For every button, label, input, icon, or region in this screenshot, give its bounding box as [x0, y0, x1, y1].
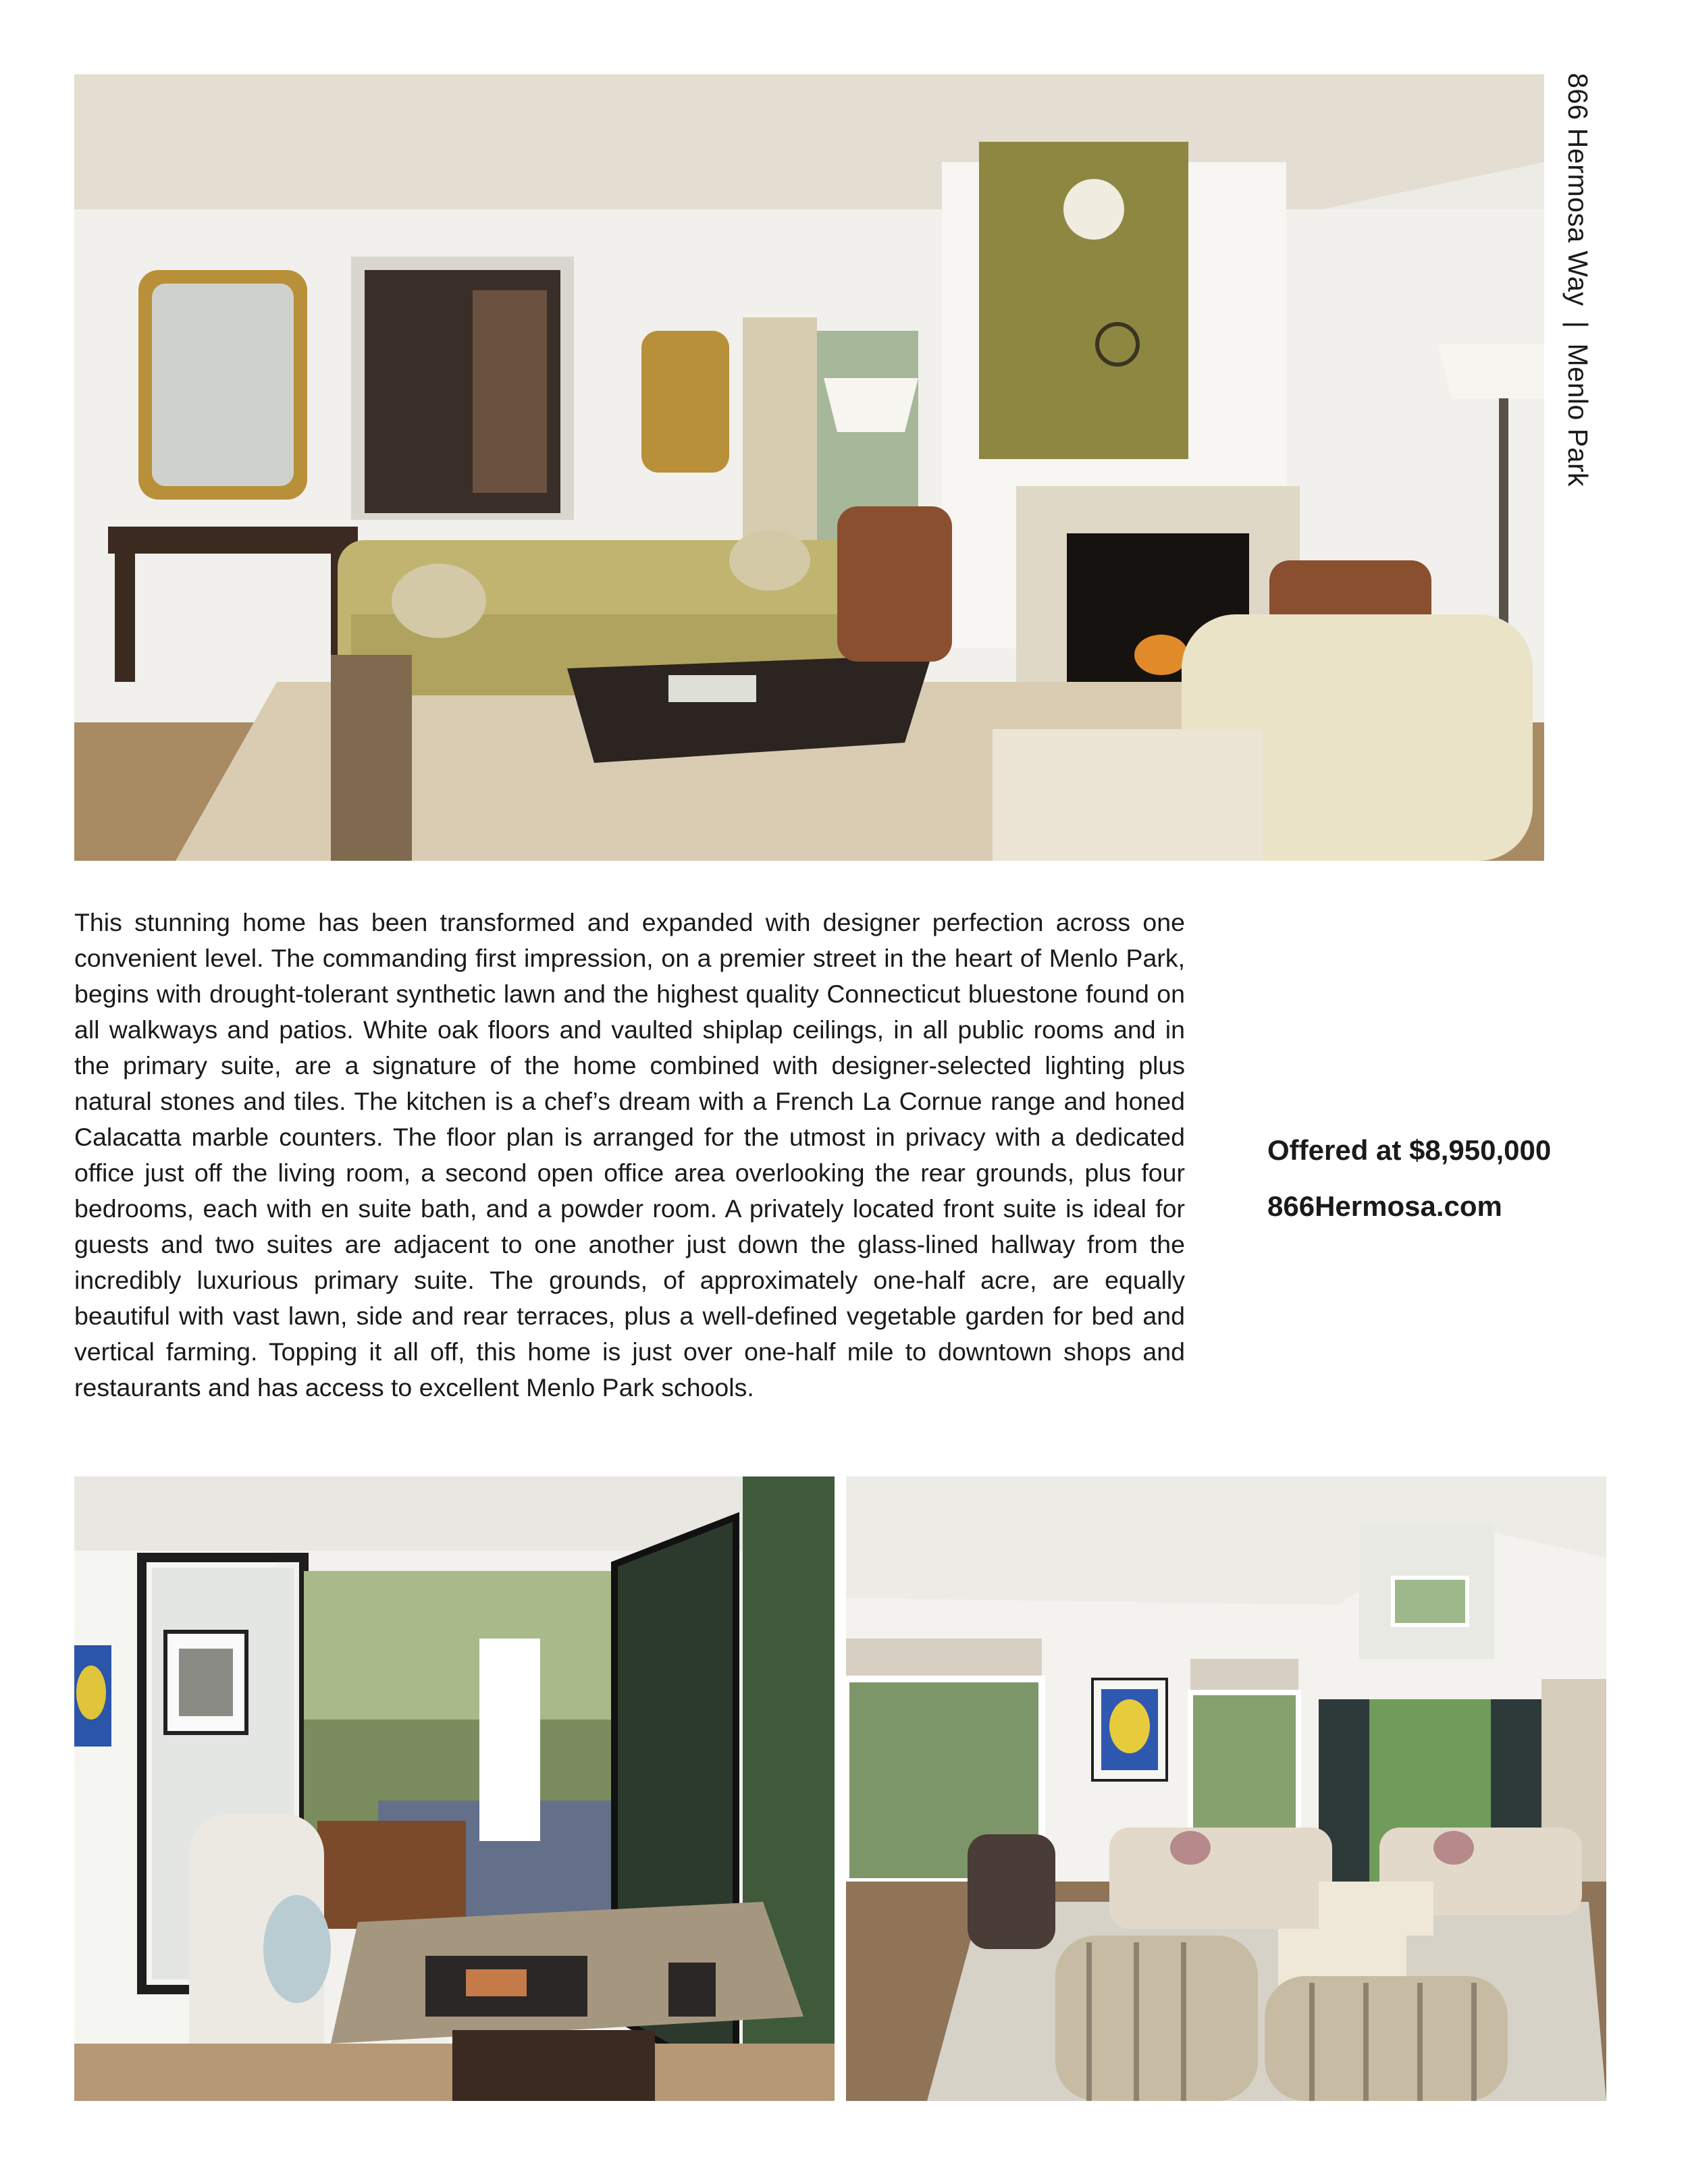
offer-block	[1267, 1134, 1591, 1223]
address-vertical	[1552, 73, 1606, 532]
address-street: 866 Hermosa Way	[1562, 73, 1593, 307]
address-city: Menlo Park	[1562, 343, 1593, 487]
property-description: This stunning home has been transformed and expanded with designer perfection across one convenient level. The commanding first impression, on a premier street in the heart of Menlo Park, begins with drought-tolerant synthetic lawn and the highest quality Connecticut bluestone found on all walkways and patios. White oak floors and vaulted shiplap ceilings, in all public rooms and in the primary suite, are a signature of the home combined with designer-selected lighting plus natural stones and tiles. The kitchen is a chef’s dream with a French La Cornue range and honed Calacatta marble counters. The floor plan is arranged for the utmost in privacy with a dedicated office just off the living room, a second open office area overlooking the rear grounds, plus four bedrooms, each with en suite bath, and a powder room. A privately located front suite is ideal for guests and two suites are adjacent to one another just down the glass-lined hallway from the incredibly luxurious primary suite. The grounds, of approximately one-half acre, are equally beautiful with vast lawn, side and rear terraces, plus a well-defined vegetable garden for bed and vertical farming. Topping it all off, this home is just over one-half mile to downtown shops and restaurants and has access to excellent Menlo Park schools.	[74, 908, 1185, 1402]
family-room-photo	[846, 1476, 1606, 2101]
living-room-photo	[74, 74, 1544, 861]
address-separator: |	[1562, 321, 1593, 329]
address-line	[1562, 73, 1593, 487]
office-photo	[74, 1476, 835, 2101]
offer-website-link[interactable]: 866Hermosa.com	[1267, 1190, 1502, 1222]
offer-price: Offered at $8,950,000	[1267, 1134, 1552, 1166]
